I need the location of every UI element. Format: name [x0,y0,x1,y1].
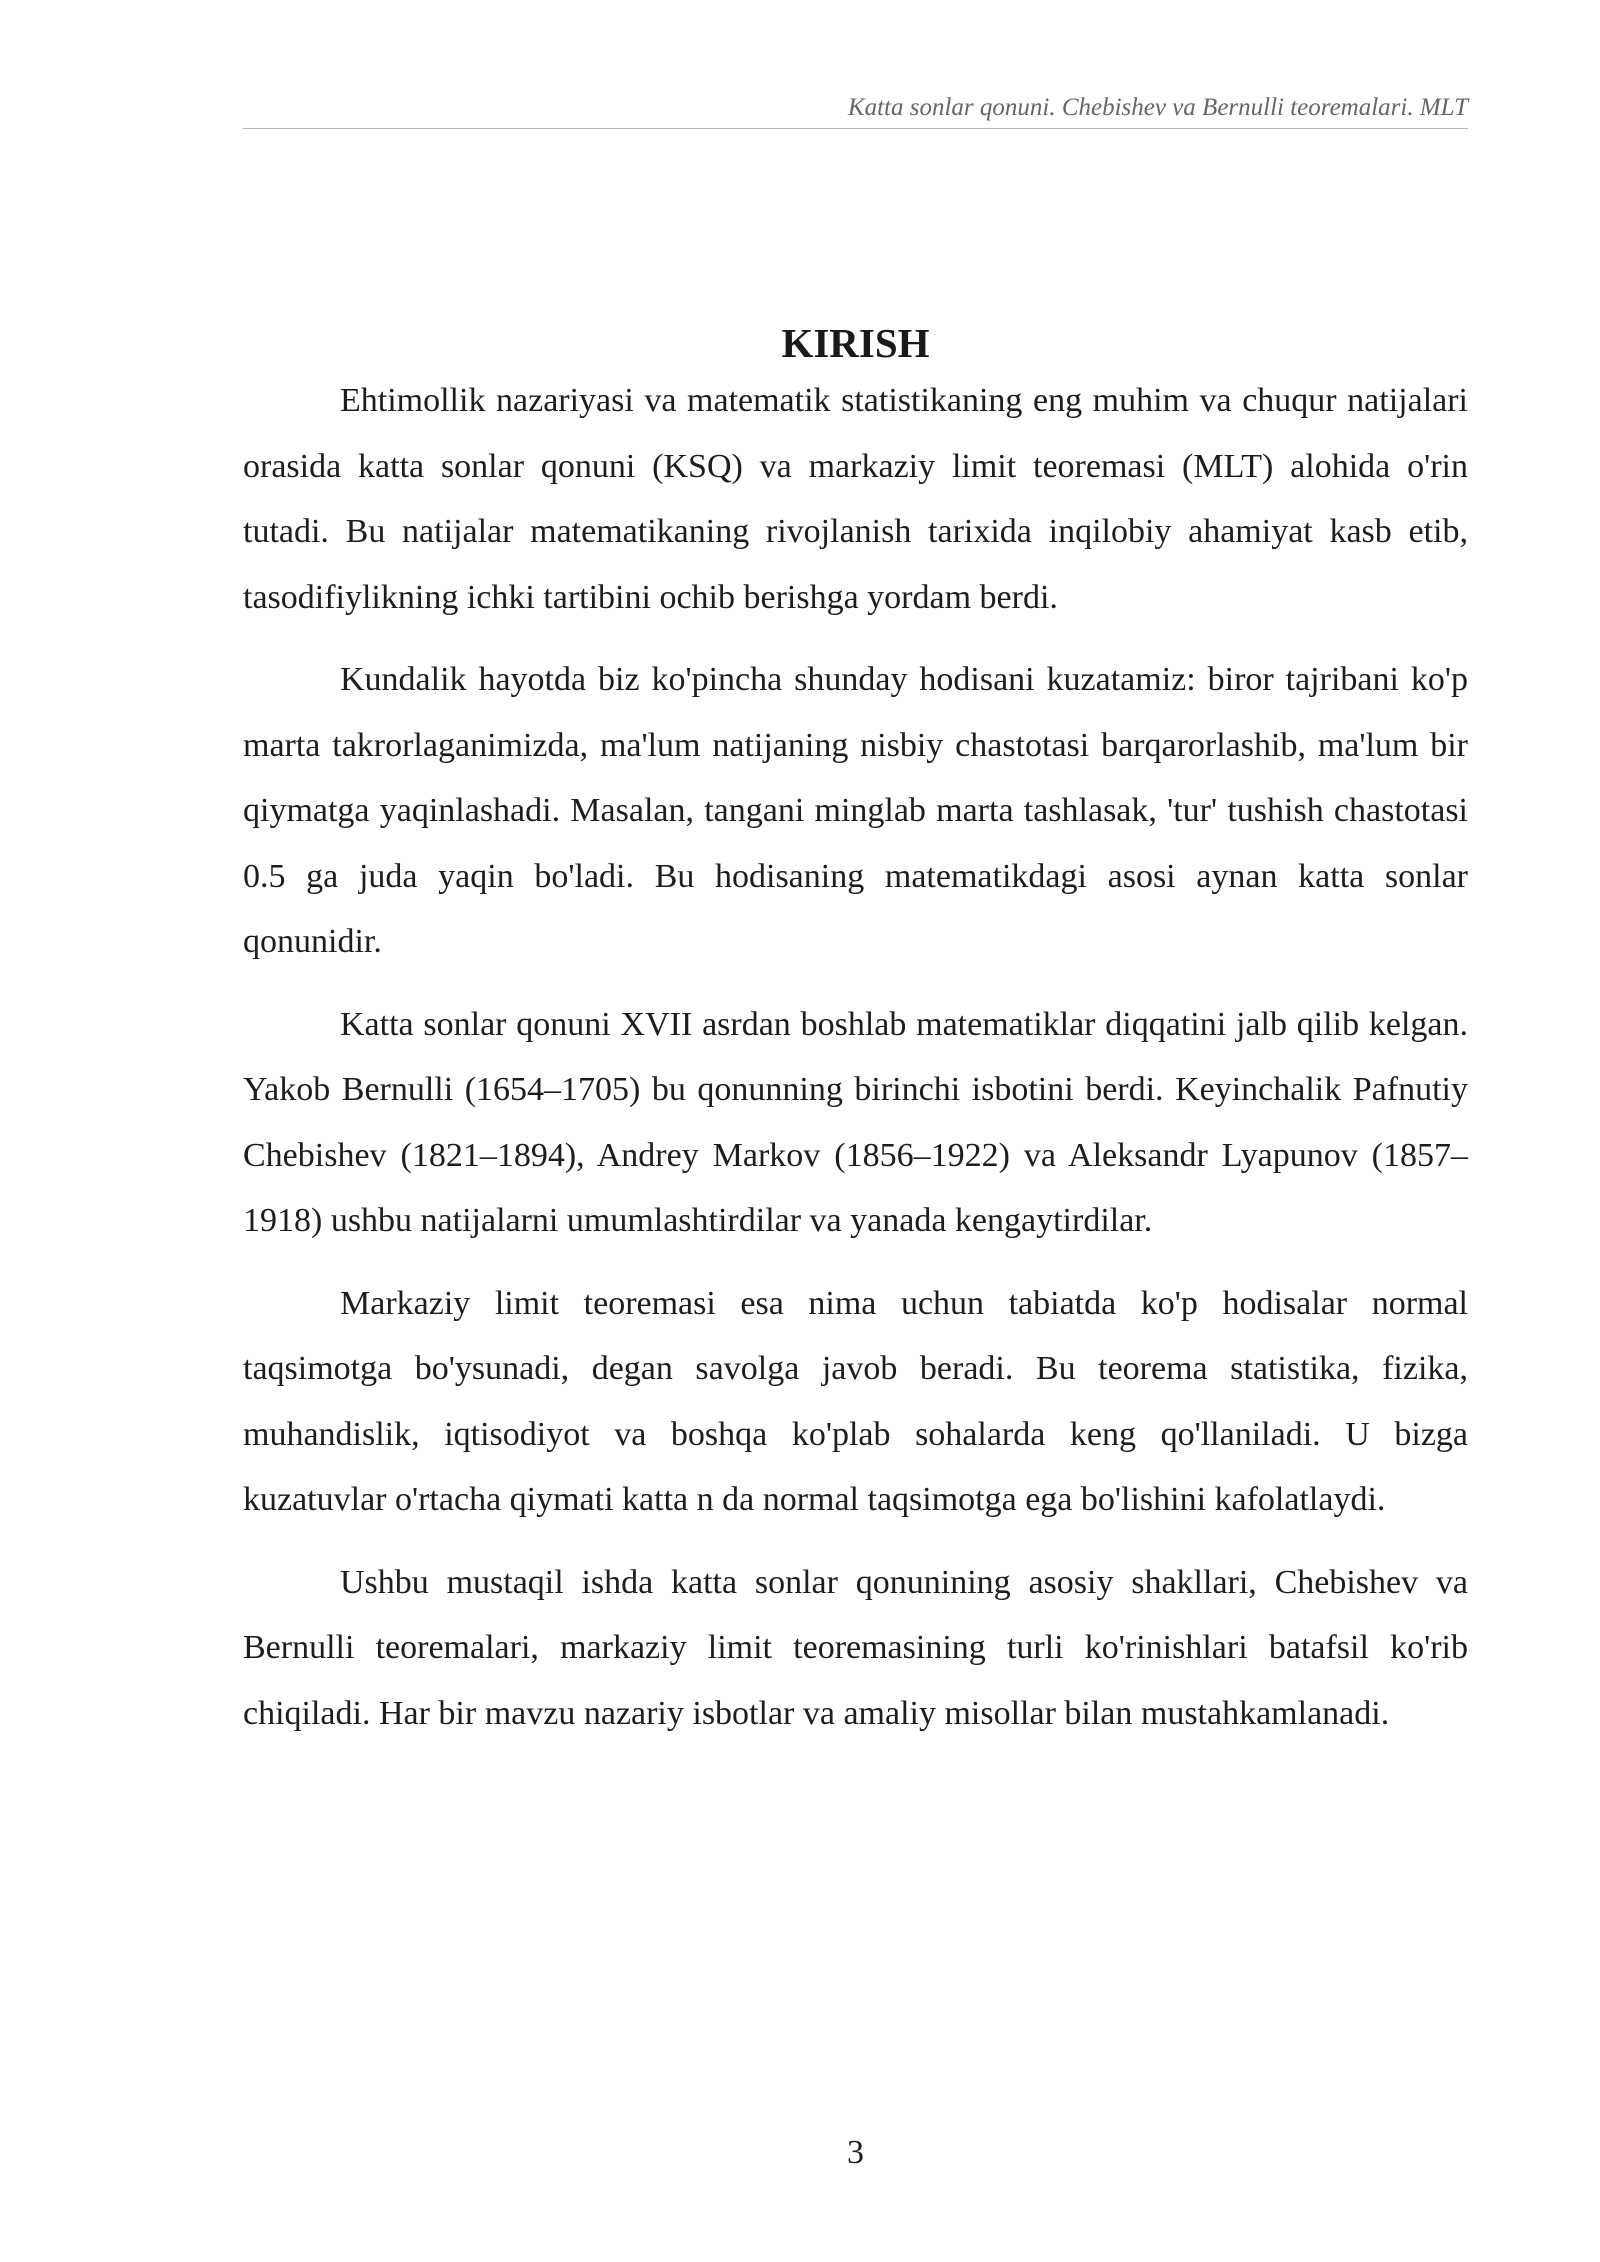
body-text [243,368,1468,1763]
paragraph: Katta sonlar qonuni XVII asrdan boshlab matematiklar diqqatini jalb qilib kelgan. Yakob Bernulli (1654–1705) bu qonunning birinchi isbotini berdi. Keyinchalik Pafnutiy Chebishev (1821–1894), Andrey Markov (1856–1922) va Aleksandr Lyapunov (1857–1918) ushbu natijalarni umumlashtirdilar va yanada kengaytirdilar. [243,1005,1468,1239]
paragraph: Ehtimollik nazariyasi va matematik statistikaning eng muhim va chuqur natijalari orasida katta sonlar qonuni (KSQ) va markaziy limit teoremasi (MLT) alohida o'rin tutadi. Bu natijalar matematikaning rivojlanish tarixida inqilobiy ahamiyat kasb etib, tasodifiylikning ichki tartibini ochib berishga yordam berdi. [243,382,1468,616]
page-number: 3 [847,2134,864,2171]
paragraph: Markaziy limit teoremasi esa nima uchun tabiatda ko'p hodisalar normal taqsimotga bo'ysunadi, degan savolga javob beradi. Bu teorema statistika, fizika, muhandislik, iqtisodiyot va boshqa ko'plab sohalarda keng qo'llaniladi. U bizga kuzatuvlar o'rtacha qiymati katta n da normal taqsimotga ega bo'lishini kafolatlaydi. [243,1284,1468,1518]
paragraph: Kundalik hayotda biz ko'pincha shunday hodisani kuzatamiz: biror tajribani ko'p marta takrorlaganimizda, ma'lum natijaning nisbiy chastotasi barqarorlashib, ma'lum bir qiymatga yaqinlashadi. Masalan, tangani minglab marta tashlasak, 'tur' tushish chastotasi 0.5 ga juda yaqin bo'ladi. Bu hodisaning matematikdagi asosi aynan katta sonlar qonunidir. [243,661,1468,960]
running-header: Katta sonlar qonuni. Chebishev va Bernulli teoremalari. MLT [847,94,1468,121]
paragraph: Ushbu mustaqil ishda katta sonlar qonunining asosiy shakllari, Chebishev va Bernulli teoremalari, markaziy limit teoremasining turli ko'rinishlari batafsil ko'rib chiqiladi. Har bir mavzu nazariy isbotlar va amaliy misollar bilan mustahkamlanadi. [243,1563,1468,1732]
header-divider [243,128,1468,129]
chapter-title: KIRISH [781,320,930,367]
